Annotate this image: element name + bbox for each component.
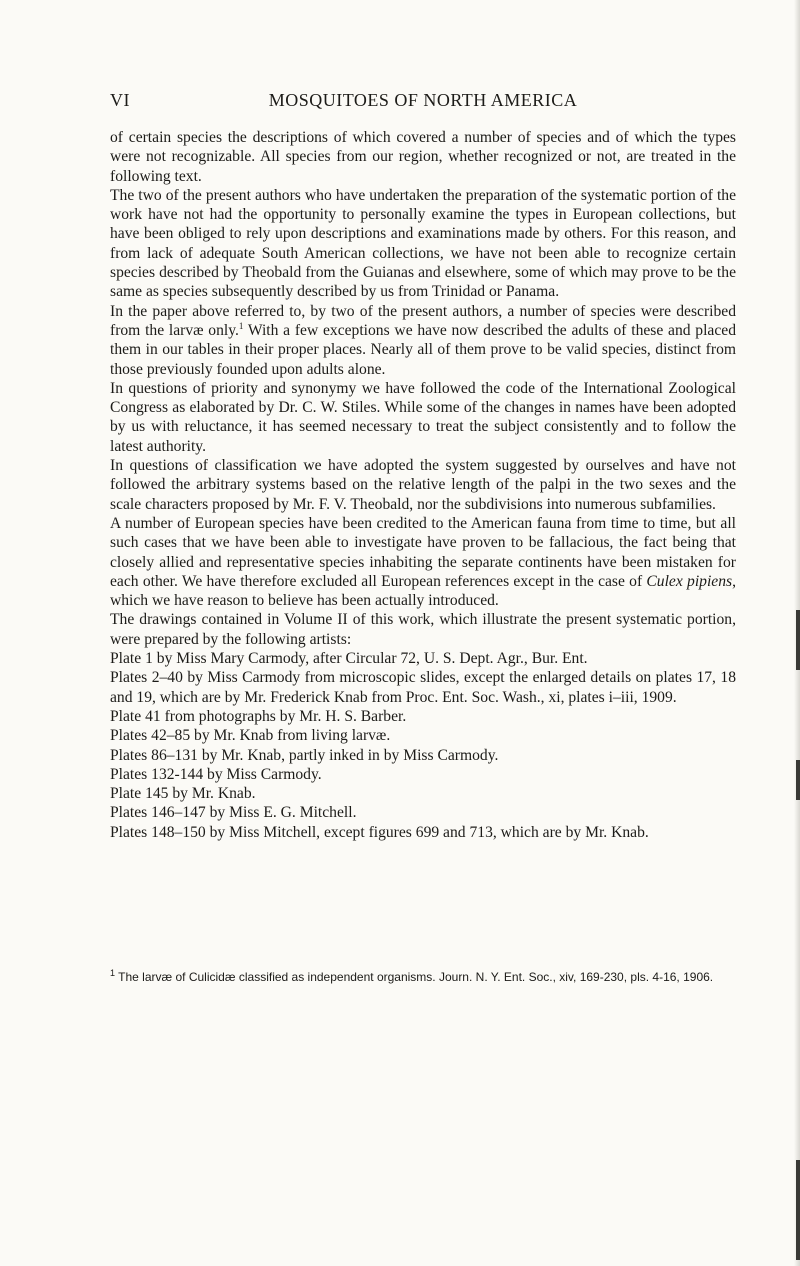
paragraph (110, 514, 736, 610)
page-edge-shadow (796, 610, 800, 670)
paragraph: of certain species the descriptions of which covered a number of species and of which the types were not recognizable. All species from our region, whether recognized or not, are treated in the following text. (110, 129, 736, 185)
paragraph (110, 302, 736, 379)
paragraph-text: In the paper above referred to, by two of the present authors, a number of species were described from the larvæ only. (110, 302, 736, 339)
running-title: MOSQUITOES OF NORTH AMERICA (268, 90, 578, 110)
plate-credit: Plate 145 by Mr. Knab. (110, 785, 256, 803)
plate-credit: Plate 41 from photographs by Mr. H. S. Barber. (110, 707, 407, 725)
plate-credit: Plates 2–40 by Miss Carmody from microscopic slides, except the enlarged details on plates 17, 18 and 19, which are by Mr. Frederick Knab from Proc. Ent. Soc. Wash., xi, plates i–iii, 1909. (110, 669, 736, 706)
footnote (110, 970, 736, 985)
plate-credit: Plates 86–131 by Mr. Knab, partly inked in by Miss Carmody. (110, 746, 499, 764)
paragraph: The drawings contained in Volume II of this work, which illustrate the present systematic portion, were prepared by the following artists: (110, 611, 736, 648)
footnote-reference: 1 (238, 320, 244, 331)
plate-credit: Plates 132-144 by Miss Carmody. (110, 765, 322, 783)
page-edge-shadow (796, 760, 800, 800)
plate-credit: Plates 42–85 by Mr. Knab from living larvæ. (110, 727, 391, 745)
plate-credit: Plates 148–150 by Miss Mitchell, except figures 699 and 713, which are by Mr. Knab. (110, 823, 649, 841)
plate-credit: Plates 146–147 by Miss E. G. Mitchell. (110, 804, 357, 822)
footnote-mark: 1 (110, 968, 116, 978)
paragraph: The two of the present authors who have undertaken the preparation of the systematic portion of the work have not had the opportunity to personally examine the types in European collections, but have been obliged to rely upon descriptions and examinations made by others. For this reason, and from lack of adequate South American collections, we have not been able to recognize certain species described by Theobald from the Guianas and elsewhere, some of which may prove to be the same as species subsequently described by us from Trinidad or Panama. (110, 186, 736, 301)
species-name: Culex pipiens (646, 572, 733, 590)
page-edge-shadow (796, 1160, 800, 1260)
page-header (110, 90, 736, 114)
paragraph: In questions of classification we have adopted the system suggested by ourselves and have not followed the arbitrary systems based on the relative length of the palpi in the two sexes and the scale characters proposed by Mr. F. V. Theobald, nor the subdivisions into numerous subfamilies. (110, 457, 736, 513)
footnote-text: The larvæ of Culicidæ classified as independent organisms. Journ. N. Y. Ent. Soc., xiv, 169-230, pls. 4-16, 1906. (118, 970, 714, 984)
paragraph: In questions of priority and synonymy we have followed the code of the International Zoological Congress as elaborated by Dr. C. W. Stiles. While some of the changes in names have been adopted by us with reluctance, it has seemed necessary to treat the subject consistently and to follow the latest authority. (110, 379, 736, 455)
paragraph-text: With a few exceptions we have now described the adults of these and placed them in our tables in their proper places. Nearly all of them prove to be valid species, distinct from those previously founded upon adults alone. (110, 321, 736, 378)
body-text (110, 128, 736, 842)
paragraph-text: , which we have reason to believe has been actually introduced. (110, 572, 736, 610)
paragraph-text: A number of European species have been credited to the American fauna from time to time, but all such cases that we have been able to investigate have proven to be fallacious, the fact being that closely allied and representative species inhabiting the separate continents have been mistaken for each other. We have therefore excluded all European references except in the case of (110, 514, 736, 590)
page-number: VI (110, 90, 130, 110)
plate-credit: Plate 1 by Miss Mary Carmody, after Circular 72, U. S. Dept. Agr., Bur. Ent. (110, 650, 588, 668)
